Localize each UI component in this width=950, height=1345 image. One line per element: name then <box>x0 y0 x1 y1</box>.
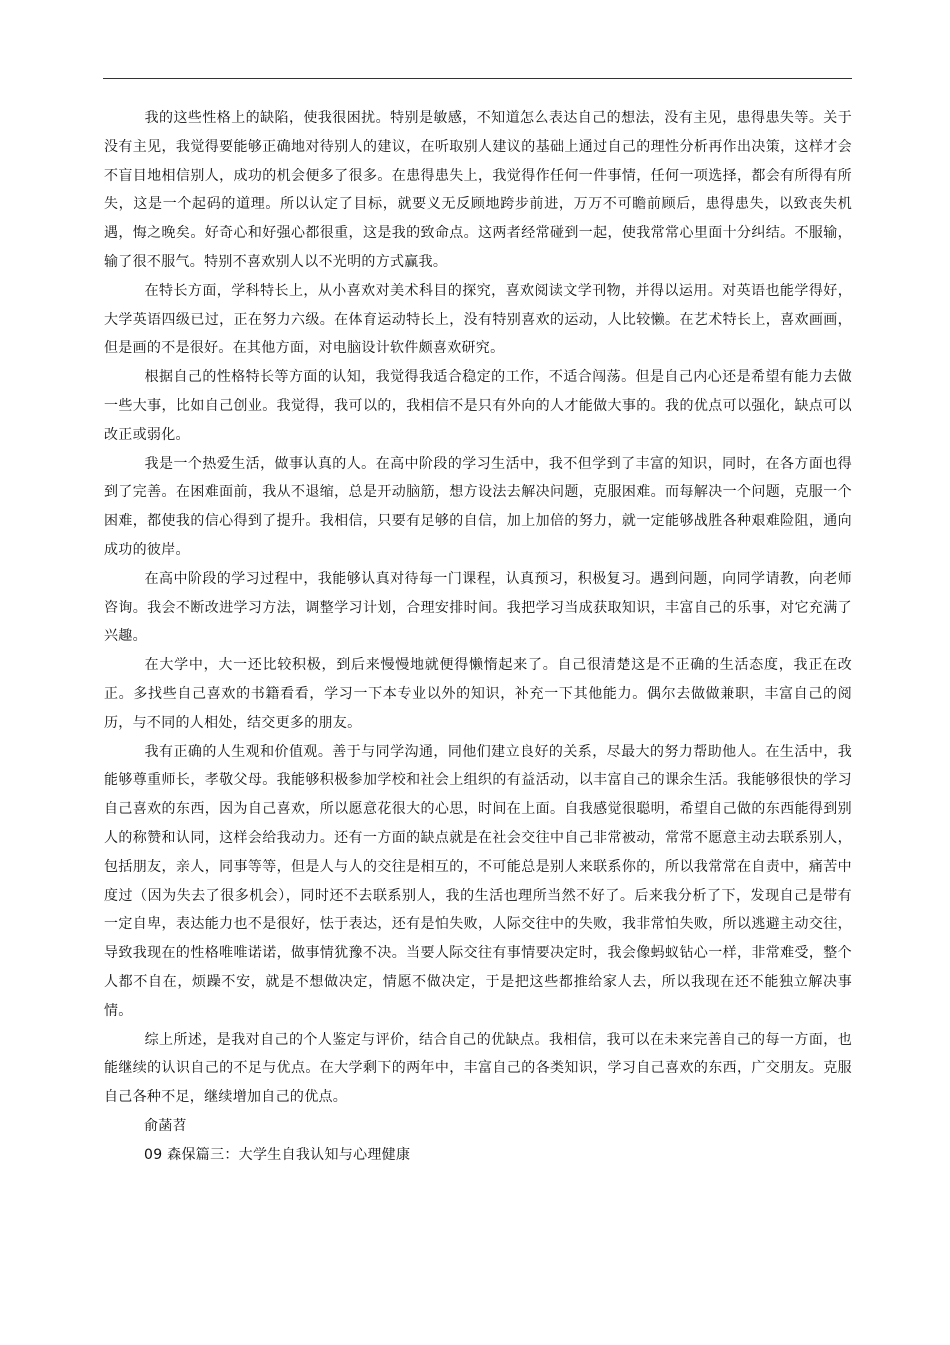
paragraph-high-school-study: 在高中阶段的学习过程中，我能够认真对待每一门课程，认真预习，积极复习。遇到问题，向同学请教，向老师咨询。我会不断改进学习方法，调整学习计划，合理安排时间。我把学习当成获取知识，丰富自己的乐事，对它充满了兴趣。 <box>104 570 852 645</box>
paragraph-love-of-life: 我是一个热爱生活，做事认真的人。在高中阶段的学习生活中，我不但学到了丰富的知识，同时，在各方面也得到了完善。在困难面前，我从不退缩，总是开动脑筋，想方设法去解决问题，克服困难。而每解决一个问题，克服一个困难，都使我的信心得到了提升。我相信，只要有足够的自信，加上加倍的努力，就一定能够战胜各种艰难险阻，通向成功的彼岸。 <box>104 455 852 558</box>
header-rule <box>103 78 852 79</box>
paragraph-personality-flaws: 我的这些性格上的缺陷，使我很困扰。特别是敏感，不知道怎么表达自己的想法，没有主见，患得患失等。关于没有主见，我觉得要能够正确地对待别人的建议，在听取别人建议的基础上通过自己的理性分析再作出决策，这样才会不盲目地相信别人，成功的机会便多了很多。在患得患失上，我觉得作任何一件事情，任何一项选择，都会有所得有所失，这是一个起码的道理。所以认定了目标，就要义无反顾地跨步前进，万万不可瞻前顾后，患得患失，以致丧失机遇，悔之晚矣。好奇心和好强心都很重，这是我的致命点。这两者经常碰到一起，使我常常心里面十分纠结。不服输，输了很不服气。特别不喜欢别人以不光明的方式赢我。 <box>104 110 852 270</box>
author-name: 俞菡苕 <box>144 1117 187 1134</box>
paragraph-values-social: 我有正确的人生观和价值观。善于与同学沟通，同他们建立良好的关系，尽最大的努力帮助他人。在生活中，我能够尊重师长，孝敬父母。我能够积极参加学校和社会上组织的有益活动，以丰富自己的课余生活。我能够很快的学习自己喜欢的东西，因为自己喜欢，所以愿意花很大的心思，时间在上面。自我感觉很聪明，希望自己做的东西能得到别人的称赞和认同，这样会给我动力。还有一方面的缺点就是在社会交往中自己非常被动，常常不愿意主动去联系别人，包括朋友，亲人，同事等等，但是人与人的交往是相互的，不可能总是别人来联系你的，所以我常常在自责中，痛苦中度过（因为失去了很多机会），同时还不去联系别人，我的生活也理所当然不好了。后来我分析了下，发现自己是带有一定自卑，表达能力也不是很好，怯于表达，还有是怕失败，人际交往中的失败，我非常怕失败，所以逃避主动交往，导致我现在的性格唯唯诺诺，做事情犹豫不决。当要人际交往有事情要决定时，我会像蚂蚁钻心一样，非常难受，整个人都不自在，烦躁不安，就是不想做决定，情愿不做决定，于是把这些都推给家人去，所以我现在还不能独立解决事情。 <box>104 743 852 1019</box>
paragraph-university: 在大学中，大一还比较积极，到后来慢慢地就便得懒惰起来了。自己很清楚这是不正确的生活态度，我正在改正。多找些自己喜欢的书籍看看，学习一下本专业以外的知识，补充一下其他能力。偶尔去做做兼职，丰富自己的阅历，与不同的人相处，结交更多的朋友。 <box>104 657 852 731</box>
paragraph-summary: 综上所述，是我对自己的个人鉴定与评价，结合自己的优缺点。我相信，我可以在未来完善自己的每一方面，也能继续的认识自己的不足与优点。在大学剩下的两年中，丰富自己的各类知识，学习自己喜欢的东西，广交朋友。克服自己各种不足，继续增加自己的优点。 <box>104 1031 852 1106</box>
paragraph-strengths: 在特长方面，学科特长上，从小喜欢对美术科目的探究，喜欢阅读文学刊物，并得以运用。对英语也能学得好，大学英语四级已过，正在努力六级。在体育运动特长上，没有特别喜欢的运动，人比较懒。在艺术特长上，喜欢画画，但是画的不是很好。在其他方面，对电脑设计软件颇喜欢研究。 <box>104 282 852 357</box>
paragraph-career-fit: 根据自己的性格特长等方面的认知，我觉得我适合稳定的工作，不适合闯荡。但是自己内心还是希望有能力去做一些大事，比如自己创业。我觉得，我可以的，我相信不是只有外向的人才能做大事的。我的优点可以强化，缺点可以改正或弱化。 <box>104 369 852 443</box>
next-section-heading: 09 森保篇三：大学生自我认知与心理健康 <box>144 1146 411 1163</box>
document-body <box>104 104 852 1169</box>
